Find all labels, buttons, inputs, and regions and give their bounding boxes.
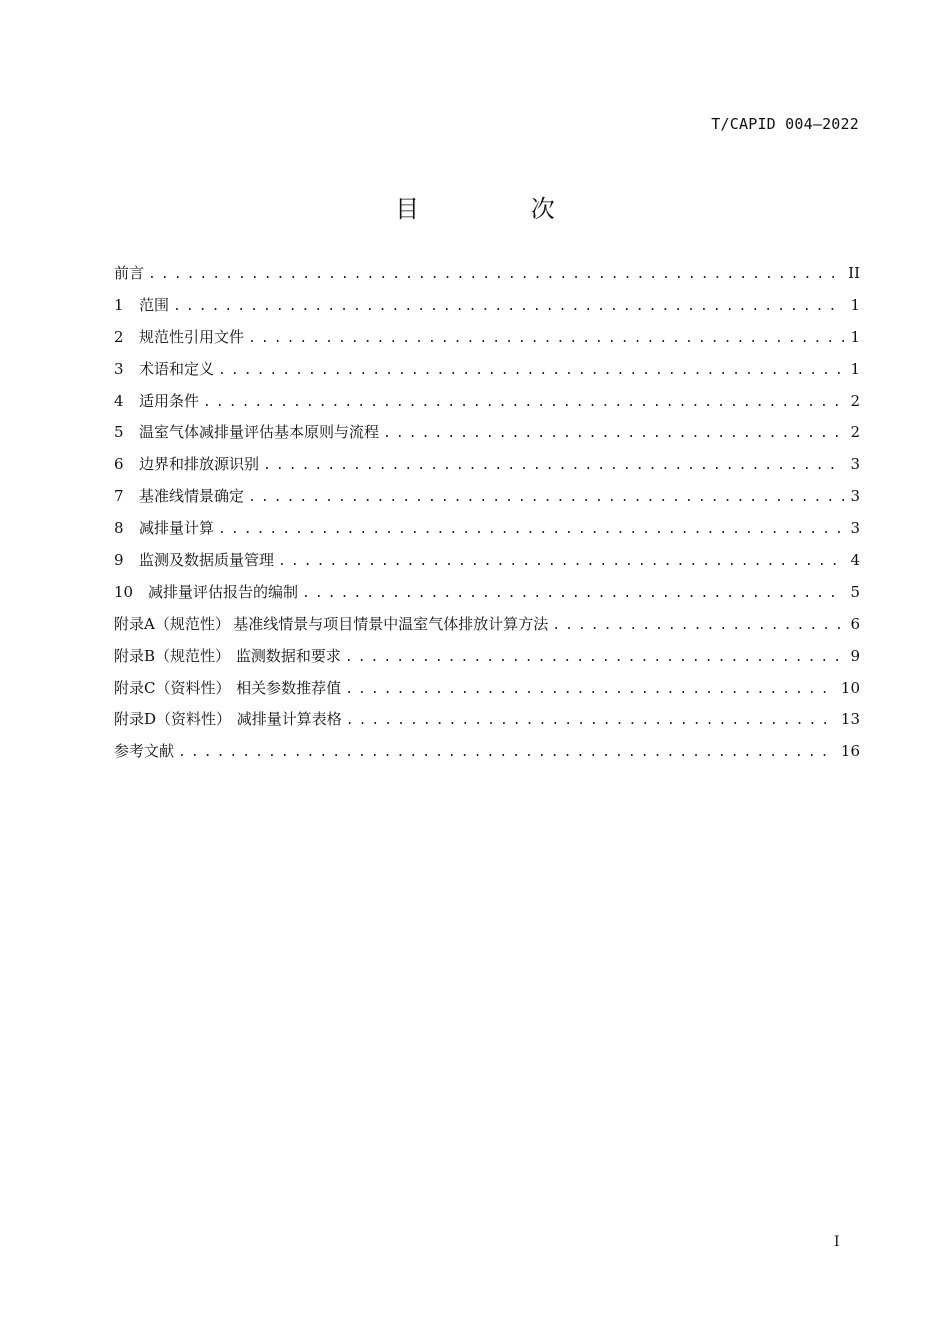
toc-entry-appendix-d[interactable] bbox=[114, 704, 860, 736]
toc-entry-number: 2 bbox=[114, 327, 124, 346]
toc-entry-label: 减排量计算表格 bbox=[236, 710, 342, 729]
toc-entry-monitoring-quality[interactable] bbox=[114, 545, 860, 577]
toc-dot-leader bbox=[345, 674, 835, 706]
toc-entry-applicable-conditions[interactable] bbox=[114, 386, 860, 418]
toc-entry-label: 相关参数推荐值 bbox=[236, 678, 342, 697]
toc-dot-leader bbox=[203, 387, 844, 419]
toc-dot-leader bbox=[218, 514, 844, 546]
toc-entry-label: 边界和排放源识别 bbox=[139, 455, 260, 474]
toc-dot-leader bbox=[383, 418, 844, 450]
toc-entry-normative-references[interactable] bbox=[114, 322, 860, 354]
toc-entry-page: 9 bbox=[850, 646, 860, 665]
table-of-contents bbox=[114, 258, 860, 768]
toc-entry-scope[interactable] bbox=[114, 290, 860, 322]
page-number: I bbox=[834, 1234, 840, 1250]
toc-entry-page: 6 bbox=[850, 614, 860, 633]
toc-entry-appendix-c[interactable] bbox=[114, 673, 860, 705]
toc-entry-bibliography[interactable] bbox=[114, 736, 860, 768]
toc-entry-page: 3 bbox=[850, 455, 860, 474]
toc-entry-label: 前言 bbox=[114, 264, 145, 282]
toc-entry-number: 9 bbox=[114, 551, 124, 570]
toc-entry-boundary-sources[interactable] bbox=[114, 449, 860, 481]
toc-entry-page: 1 bbox=[850, 327, 860, 346]
toc-entry-page: 4 bbox=[850, 551, 860, 570]
toc-entry-number: 7 bbox=[114, 487, 124, 506]
toc-entry-number: 6 bbox=[114, 455, 124, 474]
toc-entry-page: 2 bbox=[850, 423, 860, 442]
toc-entry-prefix: 附录B（规范性） bbox=[114, 646, 231, 665]
toc-dot-leader bbox=[552, 610, 844, 642]
toc-entry-prefix: 附录C（资料性） bbox=[114, 678, 231, 697]
toc-entry-label: 范围 bbox=[139, 295, 170, 314]
toc-entry-foreword[interactable] bbox=[114, 258, 860, 290]
toc-entry-label: 术语和定义 bbox=[139, 359, 215, 378]
toc-dot-leader bbox=[248, 323, 844, 355]
toc-entry-page: 1 bbox=[850, 295, 860, 314]
document-number: T/CAPID 004—2022 bbox=[711, 115, 859, 133]
toc-entry-label: 基准线情景与项目情景中温室气体排放计算方法 bbox=[233, 614, 549, 633]
toc-dot-leader bbox=[173, 291, 844, 323]
toc-entry-number: 3 bbox=[114, 359, 124, 378]
toc-entry-reduction-calculation[interactable] bbox=[114, 513, 860, 545]
toc-entry-label: 基准线情景确定 bbox=[139, 487, 245, 506]
toc-entry-label: 监测数据和要求 bbox=[235, 646, 341, 665]
toc-dot-leader bbox=[345, 642, 844, 674]
toc-entry-page: 3 bbox=[850, 519, 860, 538]
toc-entry-number: 4 bbox=[114, 391, 124, 410]
toc-entry-prefix: 附录D（资料性） bbox=[114, 710, 232, 729]
toc-entry-number: 1 bbox=[114, 295, 124, 314]
toc-dot-leader bbox=[218, 355, 844, 387]
toc-entry-page: 13 bbox=[840, 710, 860, 729]
toc-entry-label: 监测及数据质量管理 bbox=[139, 551, 275, 570]
toc-dot-leader bbox=[263, 450, 844, 482]
toc-entry-report-compilation[interactable] bbox=[114, 577, 860, 609]
toc-dot-leader bbox=[148, 259, 842, 291]
toc-entry-page: 3 bbox=[850, 487, 860, 506]
toc-entry-page: II bbox=[848, 264, 860, 282]
toc-entry-label: 适用条件 bbox=[139, 391, 200, 410]
toc-title: 目 次 bbox=[395, 195, 607, 223]
toc-entry-page: 5 bbox=[850, 582, 860, 601]
toc-dot-leader bbox=[248, 482, 844, 514]
toc-entry-label: 参考文献 bbox=[114, 742, 175, 761]
toc-dot-leader bbox=[278, 546, 844, 578]
toc-entry-terms-definitions[interactable] bbox=[114, 354, 860, 386]
toc-entry-number: 8 bbox=[114, 519, 124, 538]
toc-entry-number: 5 bbox=[114, 423, 124, 442]
toc-entry-label: 减排量计算 bbox=[139, 519, 215, 538]
toc-entry-page: 10 bbox=[840, 678, 860, 697]
toc-entry-page: 2 bbox=[850, 391, 860, 410]
toc-entry-page: 16 bbox=[840, 742, 860, 761]
toc-dot-leader bbox=[302, 578, 844, 610]
toc-entry-page: 1 bbox=[850, 359, 860, 378]
toc-entry-baseline-scenario[interactable] bbox=[114, 481, 860, 513]
toc-entry-label: 温室气体减排量评估基本原则与流程 bbox=[139, 423, 380, 442]
toc-entry-prefix: 附录A（规范性） bbox=[114, 614, 230, 633]
toc-entry-label: 规范性引用文件 bbox=[139, 327, 245, 346]
toc-entry-appendix-a[interactable] bbox=[114, 609, 860, 641]
toc-dot-leader bbox=[346, 705, 835, 737]
toc-entry-principles-process[interactable] bbox=[114, 417, 860, 449]
toc-entry-number: 10 bbox=[114, 582, 134, 601]
toc-entry-appendix-b[interactable] bbox=[114, 641, 860, 673]
toc-entry-label: 减排量评估报告的编制 bbox=[148, 582, 299, 601]
toc-dot-leader bbox=[178, 737, 835, 769]
